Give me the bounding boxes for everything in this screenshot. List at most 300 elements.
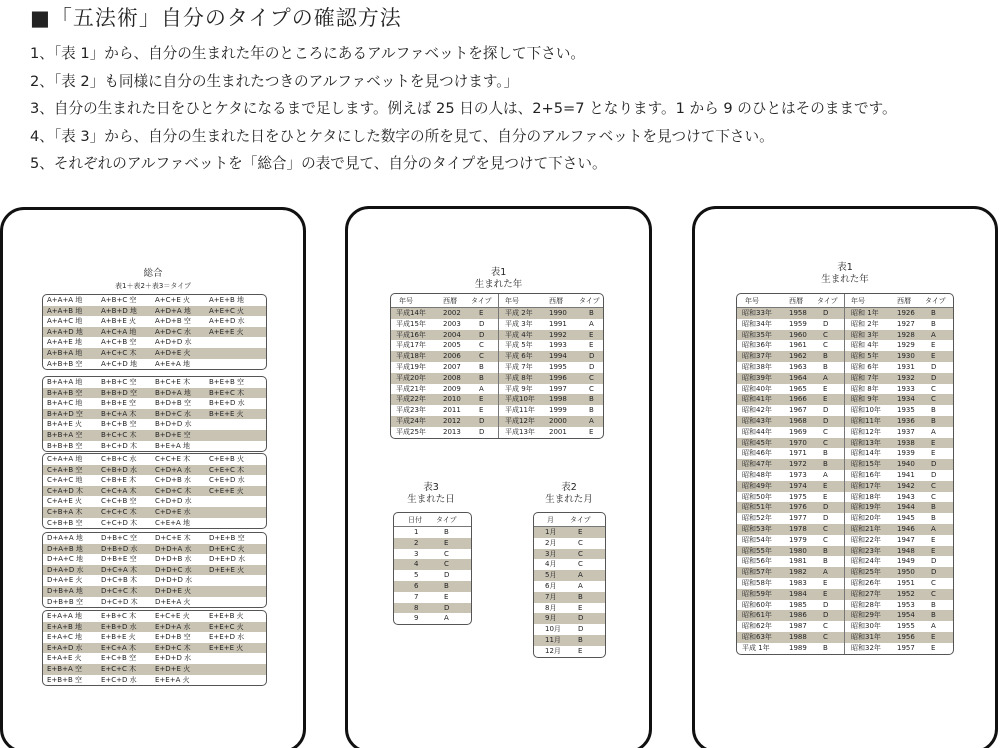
combo-cell: B+A+C 地 [47,399,83,408]
combo-group [42,453,267,529]
table-cell: A [931,622,936,631]
combo-cell: D+D+C 水 [155,565,192,574]
table-cell: D [479,330,485,339]
table-cell: B [931,503,936,512]
combo-cell: E+C+B 空 [101,654,137,663]
table-cell: 昭和38年 [742,362,772,371]
table2 [533,512,606,658]
combo-cell: C+A+E 火 [47,497,83,506]
table-cell: 1977 [789,514,807,523]
table-cell: 昭和19年 [851,503,881,512]
table-cell: 10月 [545,625,561,634]
column-header: タイプ [579,297,600,305]
table-row [737,319,953,330]
table-cell: 2001 [549,427,567,436]
combo-cell: E+E+E 火 [209,643,244,652]
combo-cell: D+B+E 空 [101,555,137,564]
table-cell: D [444,571,450,580]
table-cell: 1939 [897,449,915,458]
combo-cell: E+B+D 水 [101,622,137,631]
table-cell: 1949 [897,557,915,566]
table-cell: 1998 [549,395,567,404]
table-cell: 2005 [443,341,461,350]
table-cell: 1月 [545,528,557,536]
table-row [737,459,953,470]
table-cell: 1953 [897,600,915,609]
table-row [534,538,605,549]
table-cell: 昭和46年 [742,449,772,458]
table-cell: E [578,646,583,655]
table-cell: B [823,557,828,566]
table-cell: 1988 [789,632,807,641]
table-cell: 2012 [443,416,461,425]
table1-showa-title [695,262,995,286]
table-cell: 5月 [545,571,557,580]
table-cell: 昭和 2年 [851,319,879,328]
table-cell: 昭和50年 [742,492,772,501]
table-cell: 平成13年 [505,427,535,436]
table-cell: 1940 [897,460,915,469]
table-cell: D [823,319,829,328]
table-row [737,308,953,319]
table-cell: 1992 [549,330,567,339]
table-cell: 1972 [789,460,807,469]
table-cell: 4 [414,560,419,569]
table-cell: 1981 [789,557,807,566]
table-cell: 1985 [789,600,807,609]
combo-cell: C+D+A 水 [155,465,192,474]
table-cell: D [479,427,485,436]
table-cell: D [823,503,829,512]
table-cell: D [823,309,829,317]
table-row [394,613,471,624]
table-cell: 昭和18年 [851,492,881,501]
combo-row [43,632,266,643]
table-cell: 1950 [897,568,915,577]
table-cell: B [931,416,936,425]
combo-cell: A+D+A 地 [155,306,191,315]
table-cell: 昭和 5年 [851,352,879,361]
table-cell: C [444,560,449,569]
table-row [394,592,471,603]
table-cell: 1980 [789,546,807,555]
table-cell: 昭和22年 [851,535,881,544]
combo-cell: E+A+B 地 [47,622,82,631]
table-cell: 1995 [549,362,567,371]
table-row [391,384,603,395]
table-row [534,581,605,592]
table-cell: 昭和60年 [742,600,772,609]
combo-cell: E+C+E 火 [155,612,190,620]
table-cell: 昭和45年 [742,438,772,447]
table-cell: 1951 [897,578,915,587]
combo-cell: A+A+B 地 [47,306,83,315]
table-cell: 平成24年 [396,416,426,425]
table-cell: E [931,643,936,652]
table-cell: 1955 [897,622,915,631]
combo-cell: A+B+E 火 [101,317,136,326]
table-cell: 1969 [789,427,807,436]
combo-cell: C+E+A 地 [155,518,191,527]
table-cell: E [444,592,449,601]
table-cell: 3月 [545,549,557,558]
combo-cell: E+A+E 火 [47,654,82,663]
table-cell: 1945 [897,514,915,523]
table-cell: 平成11年 [505,406,535,415]
table-cell: 1933 [897,384,915,393]
table-row [737,513,953,524]
table-cell: C [931,578,936,587]
table-cell: C [931,384,936,393]
table-cell: 昭和33年 [742,309,772,317]
combo-group [42,610,267,686]
table-row [737,416,953,427]
table-cell: 昭和20年 [851,514,881,523]
table-cell: C [823,341,828,350]
column-header: タイプ [925,297,946,305]
table-cell: 2 [414,538,419,547]
table-cell: 1937 [897,427,915,436]
combo-row [43,486,266,497]
table-row [737,556,953,567]
table-cell: C [578,549,583,558]
table-row [737,589,953,600]
table-cell: A [823,470,828,479]
table-cell: 1954 [897,611,915,620]
table-cell: 1927 [897,319,915,328]
table-cell: 9 [414,614,419,623]
table-row [737,492,953,503]
table1-showa [736,293,954,655]
combo-cell: D+D+A 水 [155,544,192,553]
table-cell: 昭和28年 [851,600,881,609]
table-cell: 12月 [545,646,561,655]
combo-cell: C+D+B 水 [155,476,192,485]
column-header: 西暦 [789,297,803,305]
table-cell: 平成15年 [396,319,426,328]
combo-cell: E+D+A 水 [155,622,191,631]
table-cell: C [479,341,484,350]
table-cell: 1987 [789,622,807,631]
table-row [737,438,953,449]
table-cell: C [931,395,936,404]
table-cell: 平成23年 [396,406,426,415]
table-cell: B [823,546,828,555]
table-cell: 昭和14年 [851,449,881,458]
table-cell: 1993 [549,341,567,350]
table-cell: 昭和59年 [742,589,772,598]
table-cell: 平成 5年 [505,341,533,350]
table-cell: E [931,438,936,447]
instruction-list [30,40,897,178]
combo-row [43,544,266,555]
combo-cell: B+B+C 空 [101,378,137,386]
table-cell: 昭和25年 [851,568,881,577]
combo-cell: D+A+E 火 [47,576,83,585]
table-header [391,294,603,308]
table-cell: 1930 [897,352,915,361]
column-header: 年号 [399,297,413,305]
table-cell: 7 [414,592,419,601]
combo-row [43,664,266,675]
table-cell: A [444,614,449,623]
combo-row [43,643,266,654]
table1-showa-title-text: 表1 [837,262,853,273]
table-cell: 昭和53年 [742,524,772,533]
table-cell: 1990 [549,309,567,317]
table1-heisei-title-text: 表1 [490,267,507,278]
table-cell: 1991 [549,319,567,328]
table-row [737,600,953,611]
combo-cell: C+D+E 水 [155,507,191,516]
column-header: タイプ [570,516,591,524]
table-cell: 1964 [789,373,807,382]
table-row [737,330,953,341]
table-cell: A [823,568,828,577]
table-cell: 昭和27年 [851,589,881,598]
table-cell: 昭和63年 [742,632,772,641]
page-title: ■「五法術」自分のタイプの確認方法 [30,6,402,30]
table-cell: 2004 [443,330,461,339]
combo-row [43,398,266,409]
table-row [534,646,605,657]
combo-cell: E+C+C 木 [101,664,137,673]
table-cell: 平成19年 [396,362,426,371]
table-cell: E [578,528,583,536]
table-cell: E [931,535,936,544]
table-cell: A [479,384,484,393]
table-cell: 1934 [897,395,915,404]
table-cell: 1957 [897,643,915,652]
table-cell: A [589,319,594,328]
table-cell: A [589,416,594,425]
table-cell: A [823,373,828,382]
table-cell: 1974 [789,481,807,490]
table-cell: B [931,319,936,328]
combo-cell: D+C+B 木 [101,576,138,585]
table-row [737,362,953,373]
table-cell: 昭和15年 [851,460,881,469]
combo-cell: E+A+A 地 [47,612,82,620]
combo-cell: D+C+A 木 [101,565,138,574]
combo-cell: B+A+E 火 [47,420,82,429]
table-cell: 1958 [789,309,807,317]
combo-cell: C+E+D 水 [209,476,245,485]
table-cell: 昭和16年 [851,470,881,479]
combined-subtitle: 表1＋表2＋表3＝タイプ [114,282,191,290]
combo-row [43,565,266,576]
table-cell: D [589,352,595,361]
column-divider [844,294,845,654]
combo-cell: A+B+C 空 [101,296,137,304]
column-header: タイプ [436,516,457,524]
table2-title-text: 表2 [561,482,577,493]
combo-cell: D+E+C 火 [209,544,245,553]
table-cell: 昭和 1年 [851,309,879,317]
table-cell: E [479,406,484,415]
table3-subtitle: 生まれた日 [407,494,455,505]
combo-cell: B+B+A 空 [47,430,83,439]
table3-title-text: 表3 [423,482,439,493]
table-cell: 平成25年 [396,427,426,436]
column-header: 西暦 [897,297,911,305]
combo-row [43,377,266,388]
combined-card [0,207,306,748]
table-cell: 8月 [545,603,557,612]
table-cell: 昭和49年 [742,481,772,490]
combo-cell: B+A+A 地 [47,378,83,386]
table-cell: 1999 [549,406,567,415]
table-cell: E [444,538,449,547]
table-cell: 平成17年 [396,341,426,350]
combo-cell: C+A+B 空 [47,465,83,474]
table-cell: 1994 [549,352,567,361]
table-cell: 1965 [789,384,807,393]
combo-row [43,518,266,529]
combo-cell: E+D+B 空 [155,633,191,642]
table-row [737,427,953,438]
table-cell: D [931,373,937,382]
combo-cell: A+D+B 空 [155,317,191,326]
combo-cell: E+C+D 水 [101,675,137,684]
table-cell: B [823,449,828,458]
table-cell: E [823,481,828,490]
combo-cell: A+D+D 水 [155,338,192,347]
combo-cell: E+D+D 水 [155,654,192,663]
table-cell: 1936 [897,416,915,425]
table-cell: 昭和34年 [742,319,772,328]
combo-cell: A+C+D 地 [101,359,138,368]
table-row [394,603,471,614]
table-cell: C [823,535,828,544]
table-cell: B [589,395,594,404]
table-row [737,502,953,513]
combo-group [42,376,267,452]
table-cell: 平成 9年 [505,384,533,393]
instruction-step: 3、自分の生まれた日をひとケタになるまで足します。例えば 25 日の人は、2+5=7 となります。1 から 9 のひとはそのままです。 [30,100,897,117]
table-cell: 2月 [545,538,557,547]
combined-title-text: 総合 [143,268,163,279]
combo-row [43,507,266,518]
table-cell: 昭和40年 [742,384,772,393]
table-row [394,570,471,581]
table-row [737,448,953,459]
table-row [737,470,953,481]
table-cell: B [479,373,484,382]
combo-cell: D+C+C 木 [101,586,138,595]
combo-cell: D+B+B 空 [47,597,83,606]
table-cell: 昭和48年 [742,470,772,479]
table-cell: D [931,362,937,371]
combo-cell: C+C+D 木 [101,518,138,527]
table-cell: E [578,603,583,612]
combo-cell: B+E+C 木 [209,388,245,397]
table-cell: D [444,603,450,612]
table-cell: E [931,546,936,555]
table-cell: C [823,330,828,339]
table-row [534,549,605,560]
table-row [534,613,605,624]
table-row [391,340,603,351]
table-cell: B [823,460,828,469]
combo-cell: C+E+E 火 [209,486,244,495]
table-cell: 6月 [545,581,557,590]
table-cell: 昭和21年 [851,524,881,533]
showa-card [692,206,998,748]
table-cell: 1 [414,528,419,536]
table-cell: 平成 2年 [505,309,533,317]
table-cell: 11月 [545,635,561,644]
table-cell: B [931,406,936,415]
column-header: 年号 [745,297,759,305]
table-cell: 昭和36年 [742,341,772,350]
column-header: 年号 [851,297,865,305]
combo-cell: C+B+C 水 [101,455,137,463]
table-cell: B [479,362,484,371]
instruction-step: 1、「表 1」から、自分の生まれた年のところにあるアルファベットを探して下さい。 [30,45,586,62]
table-cell: 平成22年 [396,395,426,404]
table-cell: B [444,528,449,536]
combo-cell: C+B+D 水 [101,465,138,474]
combo-row [43,575,266,586]
table-row [394,549,471,560]
table-cell: 1971 [789,449,807,458]
table-cell: 昭和35年 [742,330,772,339]
table-cell: 1989 [789,643,807,652]
table-cell: B [578,592,583,601]
combo-cell: A+E+C 火 [209,306,245,315]
table-cell: C [823,632,828,641]
table-cell: 昭和52年 [742,514,772,523]
table-header [534,513,605,527]
combo-cell: C+E+B 火 [209,455,245,463]
combo-row [43,496,266,507]
table-row [737,535,953,546]
table-cell: 1926 [897,309,915,317]
table-row [737,384,953,395]
table-cell: E [589,330,594,339]
table-cell: D [823,416,829,425]
table-cell: 1935 [897,406,915,415]
combo-row [43,316,266,327]
table-cell: 昭和30年 [851,622,881,631]
table-cell: 1943 [897,492,915,501]
table-row [391,427,603,438]
combo-cell: A+A+C 地 [47,317,83,326]
combo-row [43,597,266,608]
table-cell: 3 [414,549,419,558]
combo-row [43,454,266,465]
table-cell: 1986 [789,611,807,620]
combo-cell: D+C+D 木 [101,597,138,606]
table-cell: 2006 [443,352,461,361]
table3 [393,512,472,625]
combo-row [43,388,266,399]
table-row [737,405,953,416]
table-header [394,513,471,527]
table-cell: 昭和62年 [742,622,772,631]
table-cell: B [931,309,936,317]
table-cell: E [931,341,936,350]
table-cell: C [589,384,594,393]
table-row [534,570,605,581]
combo-cell: D+A+B 地 [47,544,83,553]
table-cell: C [931,481,936,490]
table-row [394,538,471,549]
table-cell: B [823,362,828,371]
combo-row [43,337,266,348]
table-cell: 昭和47年 [742,460,772,469]
